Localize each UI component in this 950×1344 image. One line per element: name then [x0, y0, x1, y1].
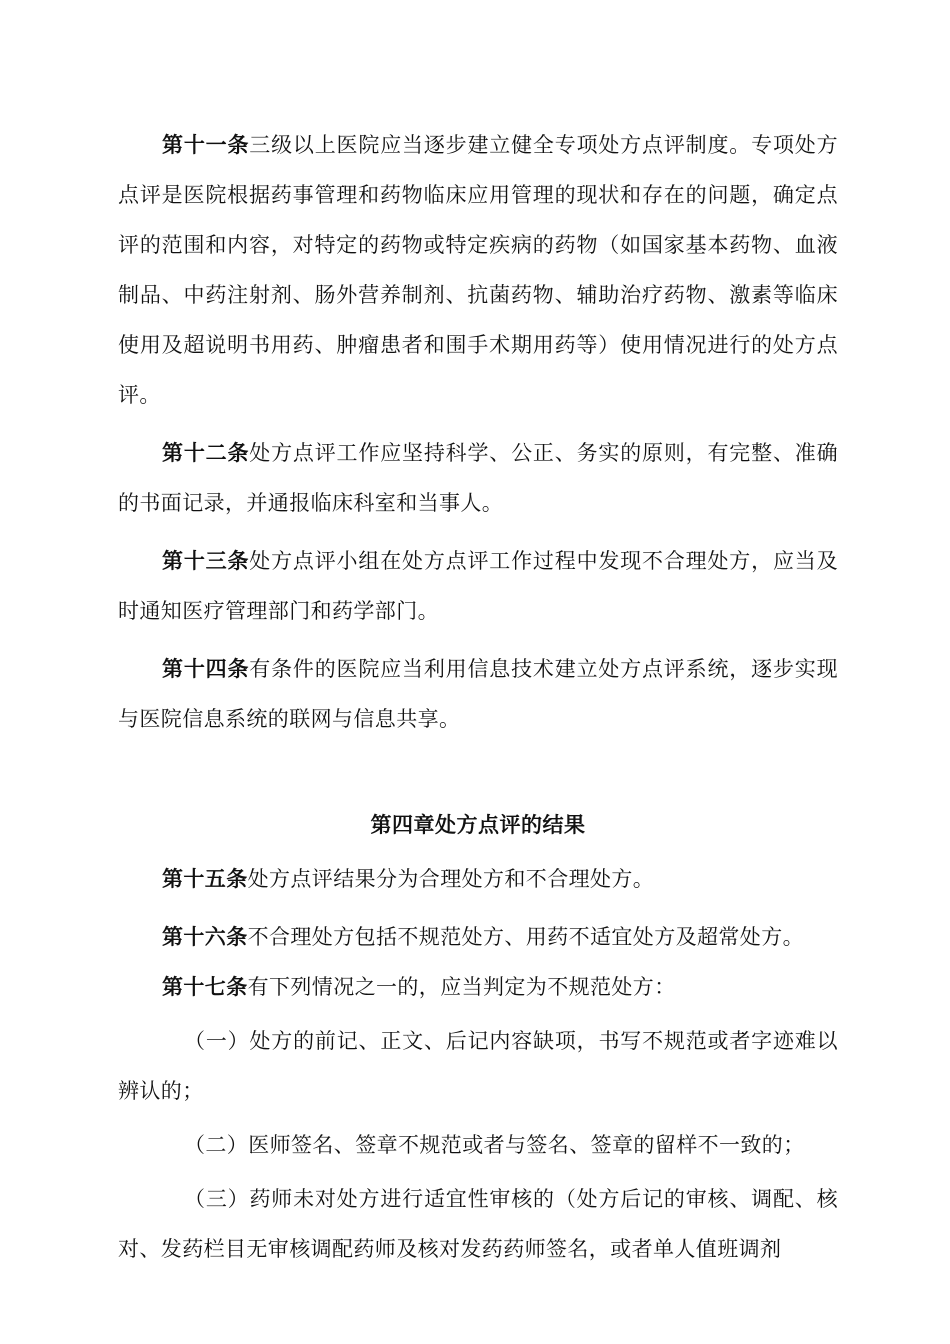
list-item: （二）医师签名、签章不规范或者与签名、签章的留样不一致的；: [184, 1133, 805, 1157]
chapter-title: 第四章处方点评的结果: [370, 812, 586, 837]
article-text: 处方点评工作应坚持科学、公正、务实的原则，有完整、准确的书面记录，并通报临床科室和当事人。: [118, 441, 838, 515]
article-text: 有下列情况之一的，应当判定为不规范处方：: [247, 975, 676, 999]
list-item: （三）药师未对处方进行适宜性审核的（处方后记的审核、调配、核对、发药栏目无审核调配药师及核对发药药师签名，或者单人值班调剂: [118, 1187, 838, 1261]
article-label: 第十二条: [162, 440, 250, 465]
article-label: 第十一条: [162, 132, 250, 157]
article-12: [118, 428, 838, 528]
article-13: [118, 536, 838, 636]
article-label: 第十七条: [162, 974, 248, 999]
article-label: 第十五条: [162, 866, 248, 891]
article-text: 有条件的医院应当利用信息技术建立处方点评系统，逐步实现与医院信息系统的联网与信息共享。: [118, 657, 838, 731]
article-text: 处方点评小组在处方点评工作过程中发现不合理处方，应当及时通知医疗管理部门和药学部门。: [118, 549, 838, 623]
article-label: 第十四条: [162, 656, 250, 681]
article-label: 第十三条: [162, 548, 250, 573]
article-14: [118, 644, 838, 744]
article-15: [118, 854, 838, 904]
article-text: 不合理处方包括不规范处方、用药不适宜处方及超常处方。: [247, 925, 805, 949]
article-label: 第十六条: [162, 924, 248, 949]
article-11: [118, 120, 838, 420]
article-16: [118, 912, 838, 962]
article-17: [118, 962, 838, 1012]
article-text: 三级以上医院应当逐步建立健全专项处方点评制度。专项处方点评是医院根据药事管理和药物临床应用管理的现状和存在的问题，确定点评的范围和内容，对特定的药物或特定疾病的药物（如国家基本药物、血液制品、中药注射剂、肠外营养制剂、抗菌药物、辅助治疗药物、激素等临床使用及超说明书用药、肿瘤患者和围手术期用药等）使用情况进行的处方点评。: [118, 133, 838, 407]
list-item: （一）处方的前记、正文、后记内容缺项，书写不规范或者字迹难以辨认的；: [118, 1029, 838, 1103]
document-page: [118, 120, 838, 1274]
article-text: 处方点评结果分为合理处方和不合理处方。: [247, 867, 655, 891]
